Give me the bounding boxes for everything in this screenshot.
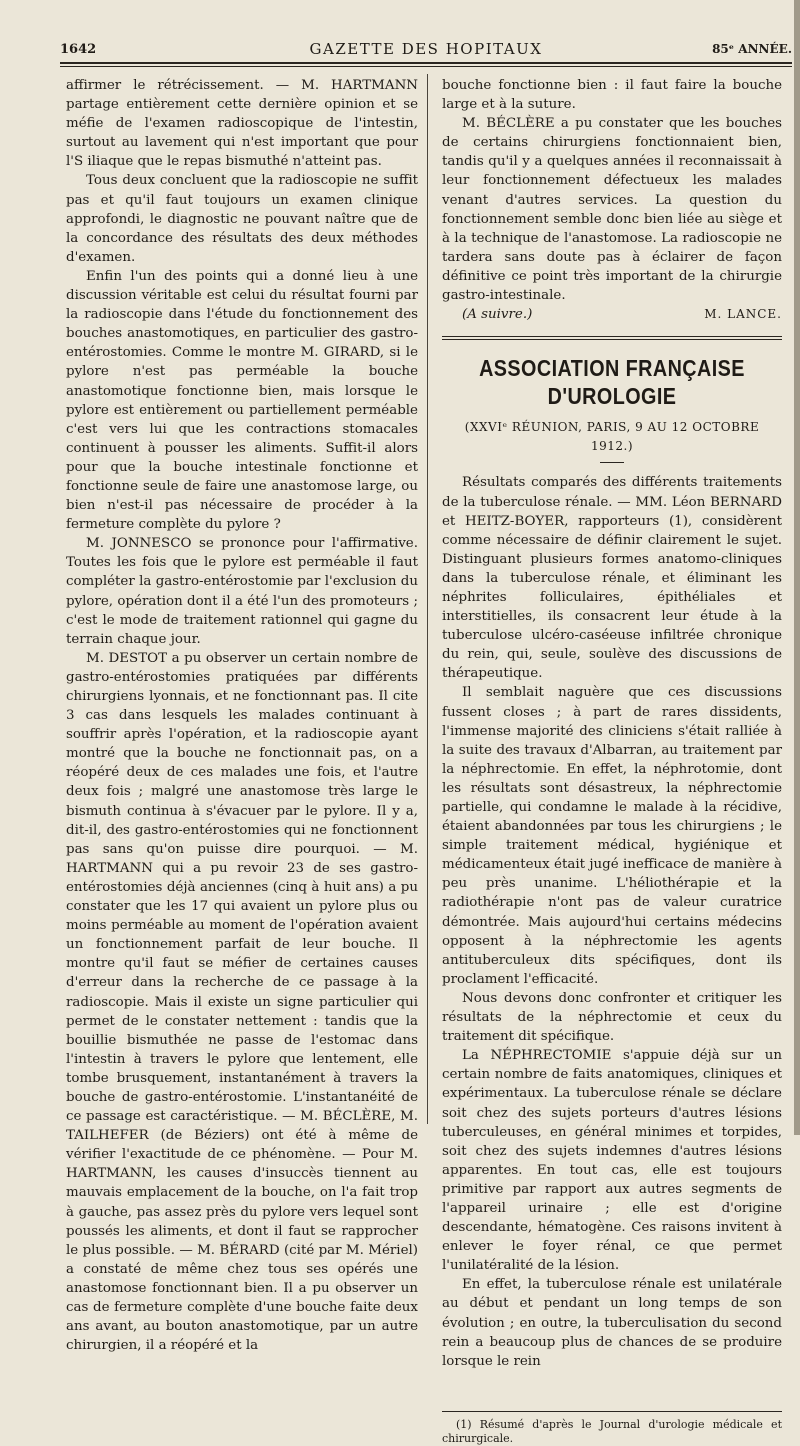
section-heading: ASSOCIATION FRANÇAISE D'UROLOGIE — [479, 355, 745, 410]
footnote-rule — [442, 1411, 782, 1412]
right-column — [442, 76, 782, 1446]
journal-title: GAZETTE DES HOPITAUX — [309, 40, 543, 58]
section-rule — [442, 336, 782, 340]
volume-year: 85ᵉ ANNÉE. — [712, 42, 792, 56]
column-separator — [427, 74, 428, 1124]
header-rule — [60, 62, 792, 64]
continued-note: (A suivre.) — [462, 307, 533, 323]
paragraph: M. DESTOT a pu observer un certain nombre de gastro-entérostomies pratiquées par différents chirurgiens lyonnais, et ne fonctionnant pas. Il cite 3 cas dans lesquels les malades continuant à souffrir après l'opération, et la radioscopie ayant montré que la bouche ne fonctionnait pas, on a réopéré deux de ces malades une fois, et l'autre deux fois ; malgré une anastomose très large le bismuth continua à s'évacuer par le pylore. Il y a, dit-il, des gastro-entérostomies qui ne fonctionnent pas sans qu'on puisse dire pourquoi. — M. HARTMANN qui a pu revoir 23 de ses gastro-entérostomies déjà anciennes (cinq à huit ans) a pu constater que les 17 qui avaient un pylore plus ou moins perméable au moment de l'opération avaient un fonctionnement parfait de leur bouche. Il montre qu'il faut se méfier de certaines causes d'erreur dans la recherche de ce passage à la radioscopie. Mais il existe un signe particulier qui permet de le constater nettement : tandis que la bouillie bismuthée ne passe de l'estomac dans l'intestin à travers le pylore que lentement, elle tombe brusquement, instantanément à travers la bouche de gastro-entérostomie. L'instantanéité de ce passage est caractéristique. — M. BÉCLÈRE, M. TAILHEFER (de Béziers) ont été à même de vérifier l'exactitude de ce phénomène. — Pour M. HARTMANN, les causes d'insuccès tiennent au mauvais emplacement de la bouche, on l'a fait trop à gauche, pas assez près du pylore vers lequel sont poussés les aliments, et dont il faut se rapprocher le plus possible. — M. BÉRARD (cité par M. Mériel) a constaté de même chez tous ses opérés une anastomose fonctionnant bien. Il a pu observer un cas de fermeture complète d'une bouche faite deux ans avant, au bouton anastomotique, par un autre chirurgien, il a réopéré et la — [66, 650, 418, 1354]
paragraph: affirmer le rétrécissement. — M. HARTMANN partage entièrement cette dernière opinion et se méfie de l'examen radioscopique de l'intestin, surtout au lavement qui n'est important que pour l'S iliaque que le repas bismuthé n'atteint pas. — [66, 78, 418, 170]
article-signature — [442, 305, 782, 324]
paragraph: En effet, la tuberculose rénale est unilatérale au début et pendant un long temps de son évolution ; en outre, la tuberculisation du second rein a beaucoup plus de chances de se produire lorsque le rein — [442, 1277, 782, 1369]
author-name: M. LANCE. — [704, 307, 782, 322]
header-rule-thin — [60, 66, 792, 67]
paragraph: bouche fonctionne bien : il faut faire la bouche large et à la suture. — [442, 78, 782, 113]
paragraph: Résultats comparés des différents traitements de la tuberculose rénale. — MM. Léon BERNARD et HEITZ-BOYER, rapporteurs (1), considèrent comme nécessaire de définir clairement le sujet. Distinguant plusieurs formes anatomo-cliniques dans la tuberculose rénale, et éliminant les néphrites folliculaires, épithéliales et interstitielles, ils consacrent leur étude à la tuberculose ulcéro-caséeuse infiltrée chronique du rein, qui, seule, soulève des discussions de thérapeutique. — [442, 475, 782, 682]
paragraph: Enfin l'un des points qui a donné lieu à une discussion véritable est celui du résultat fourni par la radioscopie dans l'étude du fonctionnement des bouches anastomotiques, en particulier des gastro-entérostomies. Comme le montre M. GIRARD, si le pylore n'est pas perméable la bouche anastomotique fonctionne bien, mais lorsque le pylore est entièrement ou partiellement perméable c'est vers lui que les contractions stomacales continuent à pousser les aliments. Suffit-il alors pour que la bouche intestinale fonctionne et fonctionne seule de faire une anastomose large, ou bien n'est-il pas nécessaire de procéder à la fermeture complète du pylore ? — [66, 268, 418, 533]
paragraph: M. JONNESCO se prononce pour l'affirmative. Toutes les fois que le pylore est perméable il faut compléter la gastro-entérostomie par l'exclusion du pylore, opération dont il a été l'un des promoteurs ; c'est le mode de traitement rationnel qui gagne du terrain chaque jour. — [66, 536, 418, 647]
paragraph: M. BÉCLÈRE a pu constater que les bouches de certains chirurgiens fonctionnaient bien, tandis qu'il y a quelques années il reconnaissait à leur fonctionnement défectueux les malades venant d'autres services. La question du fonctionnement semble donc bien liée au siège et à la technique de l'anastomose. La radioscopie ne tardera sans doute pas à éclairer de façon définitive ce point très important de la chirurgie gastro-intestinale. — [442, 116, 782, 304]
page-edge — [794, 0, 800, 1135]
page-number: 1642 — [60, 42, 97, 57]
paragraph: Il semblait naguère que ces discussions fussent closes ; à part de rares dissidents, l'immense majorité des cliniciens s'était ralliée à la suite des travaux d'Albarran, au traitement par la néphrectomie. En effet, la néphrotomie, dont les résultats sont désastreux, la néphrectomie partielle, qui condamne le malade à la récidive, étaient abandonnées par tous les chirurgiens ; le simple traitement médical, hygiénique et médicamenteux était jugé inefficace de manière à peu près unanime. L'héliothérapie et la radiothérapie n'ont pas de valeur curatrice démontrée. Mais aujourd'hui certains médecins opposent à la néphrectomie les agents antituberculeux dits spécifiques, dont ils proclament l'efficacité. — [442, 685, 782, 987]
footnote: (1) Résumé d'après le Journal d'urologie médicale et chirurgicale. — [442, 1417, 782, 1445]
paragraph: Nous devons donc confronter et critiquer les résultats de la néphrectomie et ceux du traitement dit spécifique. — [442, 990, 782, 1045]
page-header — [60, 40, 792, 60]
session-line: (XXVIᵉ RÉUNION, PARIS, 9 AU 12 OCTOBRE 1912.) — [464, 420, 760, 454]
short-rule — [600, 462, 624, 463]
paragraph: La NÉPHRECTOMIE s'appuie déjà sur un certain nombre de faits anatomiques, cliniques et expérimentaux. La tuberculose rénale se déclare soit chez des sujets porteurs d'autres lésions tuberculeuses, en général minimes et torpides, soit chez des sujets indemnes d'autres lésions apparentes. En tout cas, elle est toujours primitive par rapport aux autres segments de l'appareil urinaire ; elle est d'origine descendante, hématogène. Ces raisons invitent à enlever le foyer rénal, ce que permet l'unilatéralité de la lésion. — [442, 1048, 782, 1274]
paragraph: Tous deux concluent que la radioscopie ne suffit pas et qu'il faut toujours un examen clinique approfondi, le diagnostic ne pouvant naître que de la concordance des résultats des deux méthodes d'examen. — [66, 173, 418, 265]
left-column — [66, 76, 418, 1355]
